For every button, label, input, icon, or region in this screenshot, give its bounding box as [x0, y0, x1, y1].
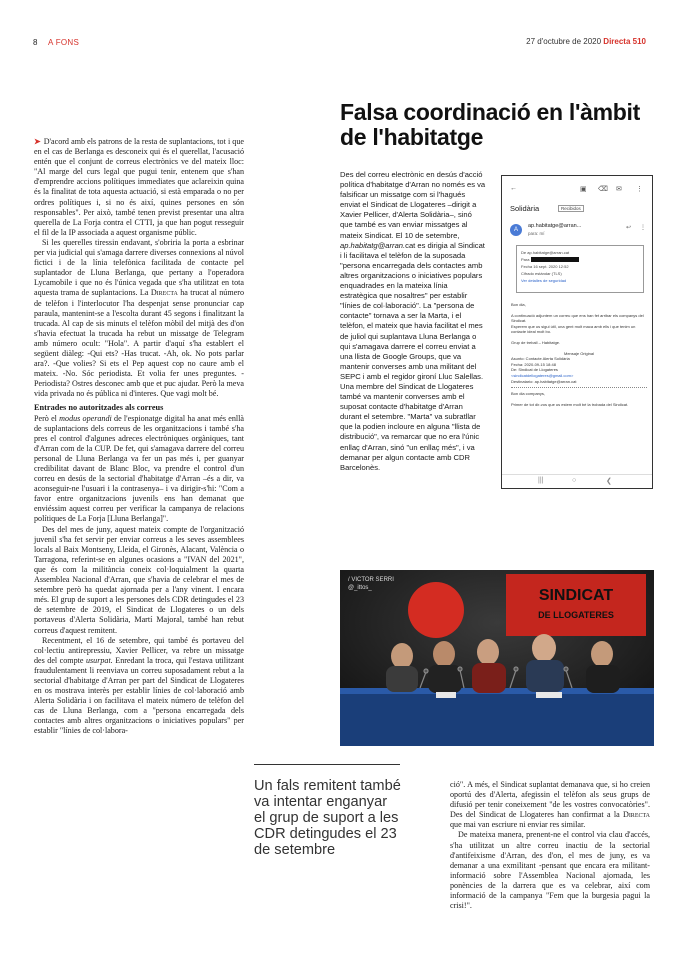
paragraph: Des del mes de juny, aquest mateix compte de l'organització juvenil s'ha fet servir per enviar correus a les seves assemblees locals al Baix Montseny, Lleida, el Gironès, Alacant, València o Tarragona, referint-se en algunes ocasions a "IVAN del 2021", que és com la militància coneix col·loquialment la quarta Assemblea Nacional d'Arran, que s'havia de celebrar el mes de setembre però ha quedat ajornada per a l'any vinent. I encara més. El grup de suport a les persones dels CDR detingudes el 23 de setembre de 2019, el Sindicat de Llogateres o un dels portaveus d'Alerta Solidària, Martí Majoral, també han rebut correus d'aquest remitent.: [34, 524, 244, 635]
paragraph: [34, 238, 244, 400]
forwarded-title: Mensaje Original: [563, 350, 594, 356]
paragraph-text: de l'espionatge digital ha anat més enllà de suplantacions dels correus de les organitzacions i també s'ha pres el control d'algunes adreces electròniques orgàniques, tant d'Arran com de la CUP. De fet, qui s'amagava darrere del correu personal de Lluna Berlanga va fer un pas més i, per guanyar credibilitat davant de Blanc Bloc, va prendre el control d'un correu en desús de la sectorial d'habitatge d'Arran –és a dir, va aconseguir-ne l'usuari i la contrasenya– i va dirigir-s'hi: "Com a favor entre organitzacions juvenils ens han demanat que enviéssim aquest correu per verificar la campanya de relacions polítiques de La Forja [Lluna Berlanga]".: [34, 413, 245, 524]
paragraph-text: cat es dirigia al Sindicat i li facilitava el telèfon de la suposada "persona encarregada dels contactes amb altres organitzacions o iniciatives populars enquadrades en la mateixa línia estratègica que nosaltres" per establir "línies de col·laboració". La "persona de contacte" tornava a ser la Marta, i el telèfon, el mateix que havia facilitat el mes de juliol qui suplantava Lluna Berlanga o qui s'amagava darrere el correu enviat a una llista de Google Groups, que va mantenir converses amb una militant del SEPC i amb el regidor gironí Lluc Salellas. Una membre del Sindicat de Llogateres també va mantenir converses amb el suposat contacte d'habitatge d'Arran durant el setembre. "Marta" va subratllar que la podien incloure en alguna "llista de distribució", va remarcar que no era l'únic enllaç d'Arran, sinó "un enllaç més", i va demanar per algun contacte amb CDR Barcelonès.: [340, 240, 485, 472]
brand-name: Directa 510: [603, 37, 646, 46]
arrow-marker-icon: ➤: [34, 137, 41, 146]
photo-credit: [348, 576, 394, 592]
menu-icon: |||: [538, 477, 544, 484]
paragraph-lead: [34, 137, 244, 238]
email-body-line: Esperem que us sigui útil, una gent molt maca amb ells i que tenim un contacte ideal molt bo.: [511, 323, 636, 335]
pullquote: Un fals remitent també va intentar enganyar el grup de suport a les CDR detingudes el 23 de setembre: [254, 778, 401, 858]
body-column-right: [450, 780, 650, 911]
sindicat-banner: [408, 574, 646, 638]
email-body-line: Grup de treball – Habitatge.: [511, 339, 561, 345]
meta-to-label: Para: [521, 257, 530, 262]
photo-illustration: [340, 570, 654, 746]
email-recipient: para: mí: [528, 231, 545, 236]
archive-icon: ▣: [580, 186, 587, 193]
pullquote-rule: [254, 764, 400, 765]
meta-to: [521, 256, 639, 263]
forwarded-line: Asunto: Contacte Alerta Solidària: [511, 356, 570, 362]
email-body: [511, 302, 647, 407]
meta-from: De ap.habitatge@arran.cat: [521, 250, 570, 255]
banner-word-1: SINDICAT: [538, 587, 614, 604]
article-headline: Falsa coordinació en l'àmbit de l'habitatge: [340, 99, 640, 150]
publication-name: Directa: [622, 810, 650, 820]
italic-term: usurpat.: [85, 655, 113, 665]
email-screenshot: [501, 175, 653, 489]
italic-term: modus operandi: [59, 413, 112, 423]
more-vert-icon: ⋮: [640, 225, 646, 231]
paragraph: [34, 414, 244, 525]
paragraph-text: Si les querelles tiressin endavant, s'obriria la porta a esbrinar per via judicial qui s'amaga darrere diverses connexions al núvol fictici i de la línia telefònica facilitada de contacte pel suplantador de Lluna Berlanga, que pertany a l'operadora Lycamobile i que no és l'única vegada que s'ha utilitzat en tota aquesta trama de suplantacions. La: [34, 237, 244, 298]
meta-date: Fecha 16 sept. 2020 12:52: [521, 264, 569, 269]
redaction-bar: [531, 257, 579, 262]
paragraph-text: Recentment, el 16 de setembre, qui també és portaveu del col·lectiu antirepressiu, Xavier Pellicer, va rebre un missatge des del compte: [34, 635, 244, 665]
photo-credit-name: / VICTOR SERRI: [348, 577, 394, 583]
press-conference-photo: [340, 570, 654, 746]
forwarded-line: Fecha: 2020-09-15 18:48: [511, 361, 556, 367]
email-body-line: Bon dia,: [511, 302, 526, 307]
security-details-link: Ver detalles de seguridad: [521, 278, 567, 283]
forwarded-line: Destinatario: ap.habitatge@arran.cat: [511, 378, 577, 384]
body-column-middle: [340, 170, 486, 473]
paragraph-text: que mai van escriure ni enviar res similar.: [450, 820, 586, 830]
dateline: [526, 37, 646, 46]
email-body-line: A continuació adjuntem un correu que ens han fet arribar els companys del Sindicat.: [511, 312, 644, 324]
paragraph: De mateixa manera, prenent-ne el control via clau d'accés, s'ha utilitzat un altre correu inactiu de la sectorial d'antifeixisme d'Arran, des d'on, el mes de juny, es va demanar a una exmilitant -pensant que encara era militant- informació sobre l'Assemblea Nacional ajornada, les ponències de la darrera que es va celebrar, així com informació de la campanya "Fem que la burgesia pagui la crisi!".: [450, 830, 650, 911]
paragraph: [34, 636, 244, 737]
page-number: 8: [33, 38, 38, 47]
publication-name: Directa: [150, 288, 178, 298]
forwarded-line: De: Sindicat de Llogateres: [511, 367, 558, 373]
photo-credit-handle: @_ittos_: [348, 585, 372, 591]
issue-date: 27 d'octubre de 2020: [526, 37, 602, 46]
section-label: A FONS: [48, 38, 80, 47]
delete-icon: ⌫: [598, 186, 608, 193]
body-column-left: [34, 137, 244, 737]
forwarded-link: <sindicatdellogateres@gmail.com>: [511, 372, 574, 378]
paragraph-text: ha trucat al número de telèfon i l'interlocutor l'ha despenjat sense pronunciar cap paraula, mantenint-se a l'escolta durant 45 segons i finalitzant la trucada. Al cap de sis minuts el telèfon mòbil del mitjà des d'on s'havia efectuat la trucada ha rebut un missatge de Telegram amb número ocult: "Hola". A partir d'aquí s'ha establert el següent diàleg: -Qui ets? -Has trucat. -Ah, ok. No pots parlar ara?. -Que volies? Si ets el Pep aquest cop no caure amb el mateix. -No. Sóc periodista. Et volia fer unes preguntes. -Periodista? Ostres desconec amb que et puc ajudar. Però la meva vida privada no és pública ni d'interes. Que vagi molt bé.: [34, 288, 244, 399]
email-address: ap.habitatg@arran.: [340, 240, 406, 250]
more-icon: ⋮: [636, 186, 643, 193]
paragraph-text: ció". A més, el Sindicat suplantat demanava que, si ho creien oportú des d'Alerta, afegissin el telèfon als seus grups de difusió per tenir coneixement "de les vostres convocatòries". Des del Sindicat de Llogateres han confirmat a la: [450, 780, 650, 820]
phone-navbar: [502, 474, 652, 488]
banner-word-2: DE LLOGATERES: [538, 610, 614, 620]
paragraph-text: Però el: [34, 413, 57, 423]
mail-icon: ✉: [616, 186, 622, 193]
email-body-line: Bon dia companys,: [511, 391, 546, 397]
email-meta-box: [516, 245, 644, 293]
back-arrow-icon: ←: [510, 185, 517, 192]
paragraph: [450, 780, 650, 830]
back-icon: ❮: [606, 478, 612, 485]
sender-avatar: A: [510, 224, 522, 236]
paragraph-lead-text: D'acord amb els patrons de la resta de suplantacions, tot i que en el cas de Berlanga es desconeix qui és el querellat, l'acusació entén que el conjunt de correus electrònics ve del mateix lloc: "Al marge del curs legal que pugui tenir, entenem que s'han d'emprendre accions polítiques immediates que aclareixin quina és la finalitat de tota aquesta actuació, si està emparada o no per ordres polítiques i, si no és així, quines persones en són responsables". Per això, també tenen previst presentar una altra querella de La Forja contra el CTTI, ja que han pogut resseguir el fil de la IP associada a aquest organisme públic.: [34, 137, 244, 237]
email-subject: Solidària: [510, 204, 540, 213]
inbox-label: Recibidos: [558, 205, 584, 212]
email-sender: ap.habitatge@arran...: [528, 223, 582, 229]
home-icon: ○: [572, 477, 577, 484]
paragraph-text: Enredant la troca, qui l'estava utilitzant fraudulentament li reenviava un correu suposadament rebut a la sectorial d'habitatge d'Arran per part del Sindicat de Llogateres en os mostrava interès per establir línies de col·laboració amb Alerta Solidària i on facilitava el mateix número de telèfon del cas de Lluna Berlanga, com a "persona encarregada dels contactes amb altres organitzacions o iniciatives populars" per establir "línies de col·labora-: [34, 655, 244, 736]
email-body-line: Primer de tot dir-vos que us estem molt bé la trobada del Sindicat.: [511, 401, 629, 407]
meta-security: Cifrado estándar (TLS): [521, 271, 562, 276]
subheading: Entrades no autoritzades als correus: [34, 403, 164, 413]
paragraph-text: Des del correu electrònic en desús d'acció política d'habitatge d'Arran no només es va falsificar un missatge com si l'hagués enviat el Sindicat de Llogateres –dirigit a Xavier Pellicer, d'Alerta Solidària–, sinó que també es van enviar missatges al mateix Sindicat. El 10 de setembre,: [340, 170, 486, 240]
reply-icon: ↩: [626, 225, 632, 231]
email-toolbar: [502, 176, 652, 198]
